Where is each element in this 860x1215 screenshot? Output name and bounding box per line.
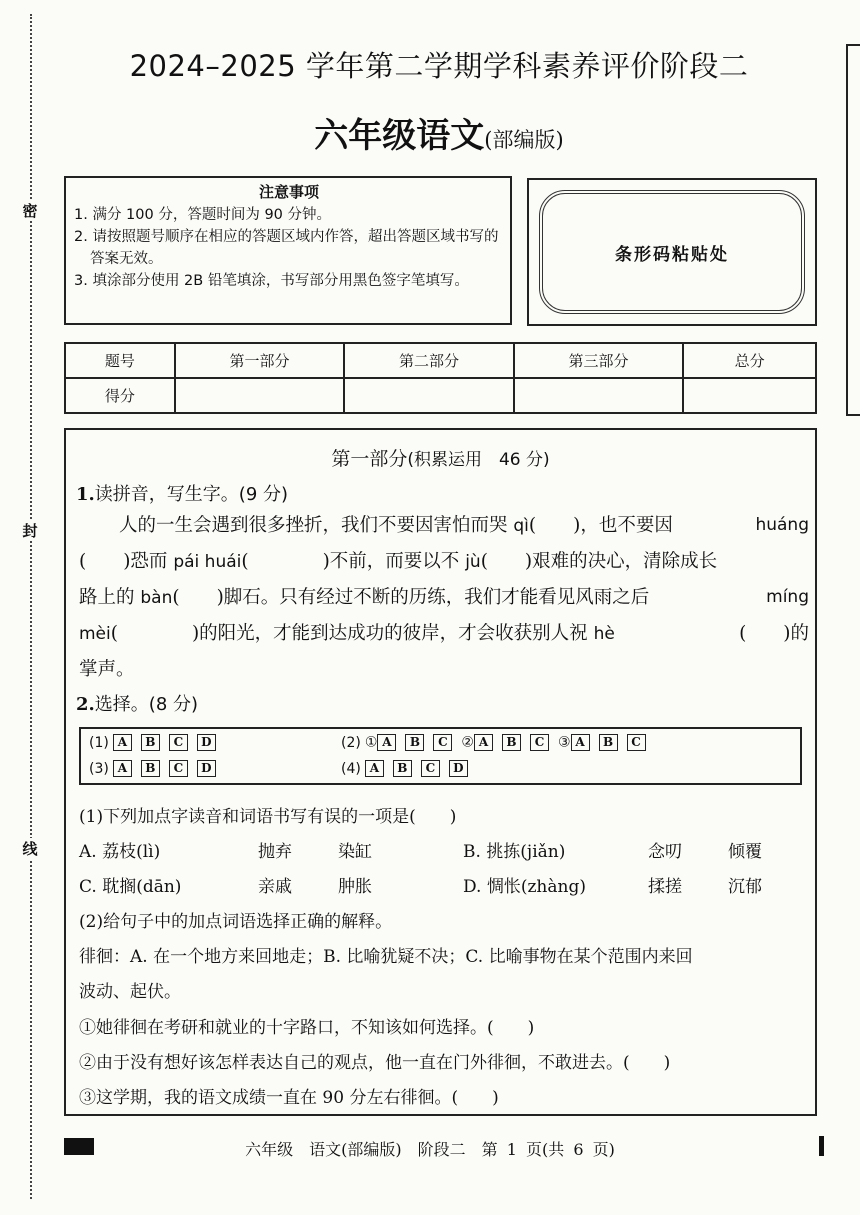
- score-cell-part1[interactable]: [175, 378, 345, 413]
- answer-row-3: [89, 760, 225, 777]
- pinyin-qi: qì: [513, 516, 529, 536]
- score-cell-part2[interactable]: [344, 378, 514, 413]
- option-bubble[interactable]: C: [169, 760, 188, 777]
- part1-title-text: 第一部分: [331, 448, 408, 470]
- answer-row-label: (4): [341, 760, 361, 777]
- group-marker: ①: [364, 734, 378, 751]
- answer-blank-ju[interactable]: ( )艰难的决心，清除成长: [480, 551, 718, 572]
- part1-title: [66, 444, 815, 471]
- notice-item: 2. 请按照题号顺序在相应的答题区域内作答，超出答题区域书写的答案无效。: [74, 229, 499, 267]
- option-bubble[interactable]: D: [197, 760, 216, 777]
- option-bubble[interactable]: A: [113, 734, 132, 751]
- sentence-3: ③这学期，我的语文成绩一直在 90 分左右徘徊。( ): [79, 1088, 499, 1108]
- option-bubble[interactable]: C: [169, 734, 188, 751]
- score-cell-total[interactable]: [683, 378, 816, 413]
- score-header-cell: 第二部分: [344, 343, 514, 378]
- score-header-cell: 题号: [65, 343, 175, 378]
- answer-row-4: [341, 760, 477, 777]
- option-bubble[interactable]: C: [433, 734, 452, 751]
- q1-passage: [79, 508, 809, 687]
- option-bubble[interactable]: B: [405, 734, 424, 751]
- option-bubble[interactable]: A: [113, 760, 132, 777]
- passage-line: [79, 616, 809, 652]
- option-bubble[interactable]: D: [449, 760, 468, 777]
- passage-text: 掌声。: [79, 659, 135, 680]
- answer-blank-he[interactable]: ( )的: [739, 623, 809, 644]
- option-bubble[interactable]: B: [502, 734, 521, 751]
- notice-heading: 注意事项: [258, 183, 319, 201]
- sentence-2: ②由于没有想好该怎样表达自己的观点，他一直在门外徘徊，不敢进去。( ): [79, 1053, 671, 1073]
- answer-blank-paihuai[interactable]: ( )不前，而要以不: [241, 551, 466, 572]
- pinyin-ming: míng: [766, 587, 809, 607]
- passage-line: [79, 652, 809, 687]
- passage-line: [79, 544, 809, 580]
- answer-blank-ban[interactable]: ( )脚石。只有经过不断的历练，我们才能看见风雨之后: [172, 587, 650, 608]
- part1-frame: [64, 428, 817, 1116]
- answer-blank-huang[interactable]: ( )恐而: [79, 551, 174, 572]
- score-header-cell: 总分: [683, 343, 816, 378]
- option-bubble[interactable]: B: [141, 734, 160, 751]
- notice-box: [64, 176, 512, 325]
- option-word: 肿胀: [338, 877, 372, 897]
- part1-title-detail: (积累运用 46 分): [407, 450, 550, 470]
- q2-number: 2.: [76, 694, 95, 715]
- pinyin-ju: jù: [465, 552, 481, 572]
- subject-title: 六年级语文: [314, 116, 485, 156]
- sentence-1: ①她徘徊在考研和就业的十字路口，不知该如何选择。( ): [79, 1018, 535, 1038]
- option-word: 倾覆: [728, 842, 762, 862]
- option-a: A. 荔枝(lì): [79, 842, 161, 862]
- option-word: 抛弃: [258, 842, 292, 862]
- score-row-label: 得分: [65, 378, 175, 413]
- group-marker: ②: [461, 734, 474, 751]
- option-bubble[interactable]: D: [197, 734, 216, 751]
- score-cell-part3[interactable]: [514, 378, 684, 413]
- answer-row-label: (3): [89, 760, 109, 777]
- option-word: 沉郁: [728, 877, 762, 897]
- option-bubble[interactable]: C: [421, 760, 440, 777]
- score-table-score-row: [65, 378, 816, 413]
- pinyin-ban: bàn: [140, 588, 173, 608]
- score-header-cell: 第一部分: [175, 343, 345, 378]
- option-b: B. 挑拣(jiǎn): [463, 842, 566, 862]
- option-bubble[interactable]: B: [141, 760, 160, 777]
- option-bubble[interactable]: A: [474, 734, 493, 751]
- barcode-area: [527, 178, 817, 326]
- option-bubble[interactable]: A: [377, 734, 396, 751]
- barcode-label: 条形码粘贴处: [539, 190, 805, 314]
- choice-answer-box: [79, 727, 802, 785]
- binding-envelope-char: 封: [18, 520, 42, 541]
- pinyin-mei: mèi: [79, 624, 111, 644]
- option-bubble[interactable]: B: [393, 760, 412, 777]
- pinyin-he: hè: [593, 624, 615, 644]
- option-bubble[interactable]: C: [627, 734, 646, 751]
- notice-item: 1. 满分 100 分，答题时间为 90 分钟。: [74, 207, 332, 223]
- answer-row-1: [89, 734, 225, 751]
- answer-row-2: [341, 734, 655, 751]
- score-table: [64, 342, 817, 414]
- answer-blank-mingmei[interactable]: ( )的阳光，才能到达成功的彼岸，才会收获别人祝: [110, 623, 594, 644]
- option-word: 染缸: [338, 842, 372, 862]
- exam-subtitle: [64, 108, 814, 157]
- option-bubble[interactable]: A: [571, 734, 590, 751]
- right-edge-frame: [846, 44, 860, 416]
- exam-title: 2024–2025 学年第二学期学科素养评价阶段二: [129, 49, 749, 83]
- score-header-cell: 第三部分: [514, 343, 684, 378]
- binding-seal-char: 密: [18, 200, 42, 221]
- q1-title: [76, 480, 288, 506]
- footer-alignment-bar: [819, 1136, 824, 1156]
- answer-row-label: (2): [341, 734, 361, 751]
- passage-line: [79, 580, 809, 616]
- q1-number: 1.: [76, 484, 95, 505]
- option-bubble[interactable]: C: [530, 734, 549, 751]
- passage-text: 路上的: [79, 587, 141, 608]
- sub2-question: (2)给句子中的加点词语选择正确的解释。: [79, 912, 393, 932]
- edition-label: (部编版): [484, 128, 564, 152]
- passage-line: [79, 508, 809, 544]
- pinyin-paihuai: pái huái: [173, 552, 242, 572]
- answer-row-label: (1): [89, 734, 109, 751]
- option-d: D. 惆怅(zhàng): [463, 877, 586, 897]
- option-word: 念叨: [648, 842, 682, 862]
- option-word: 亲戚: [258, 877, 292, 897]
- option-c: C. 耽搁(dān): [79, 877, 182, 897]
- passage-text: 人的一生会遇到很多挫折，我们不要因害怕而哭: [119, 515, 514, 536]
- option-word: 揉搓: [648, 877, 682, 897]
- binding-line-char: 线: [18, 838, 42, 859]
- q2-title: [76, 690, 198, 716]
- binding-dotted-line: [30, 14, 32, 1199]
- group-marker: ③: [557, 734, 571, 751]
- definition-line: 波动、起伏。: [79, 982, 181, 1002]
- answer-blank-qi[interactable]: ( )，也不要因: [528, 515, 673, 536]
- option-bubble[interactable]: A: [365, 760, 384, 777]
- option-bubble[interactable]: B: [599, 734, 618, 751]
- pinyin-huang: huáng: [755, 515, 809, 535]
- page-footer: 六年级 语文(部编版) 阶段二 第 1 页(共 6 页): [245, 1140, 615, 1159]
- notice-item: 3. 填涂部分使用 2B 铅笔填涂，书写部分用黑色签字笔填写。: [74, 273, 469, 289]
- score-table-header-row: [65, 343, 816, 378]
- definition-line: 徘徊：A. 在一个地方来回地走；B. 比喻犹疑不决；C. 比喻事物在某个范围内来回: [79, 947, 693, 967]
- sub1-question: (1)下列加点字读音和词语书写有误的一项是( ): [79, 807, 457, 827]
- q1-title-text: 读拼音，写生字。(9 分): [94, 484, 289, 505]
- q2-title-text: 选择。(8 分): [94, 694, 199, 715]
